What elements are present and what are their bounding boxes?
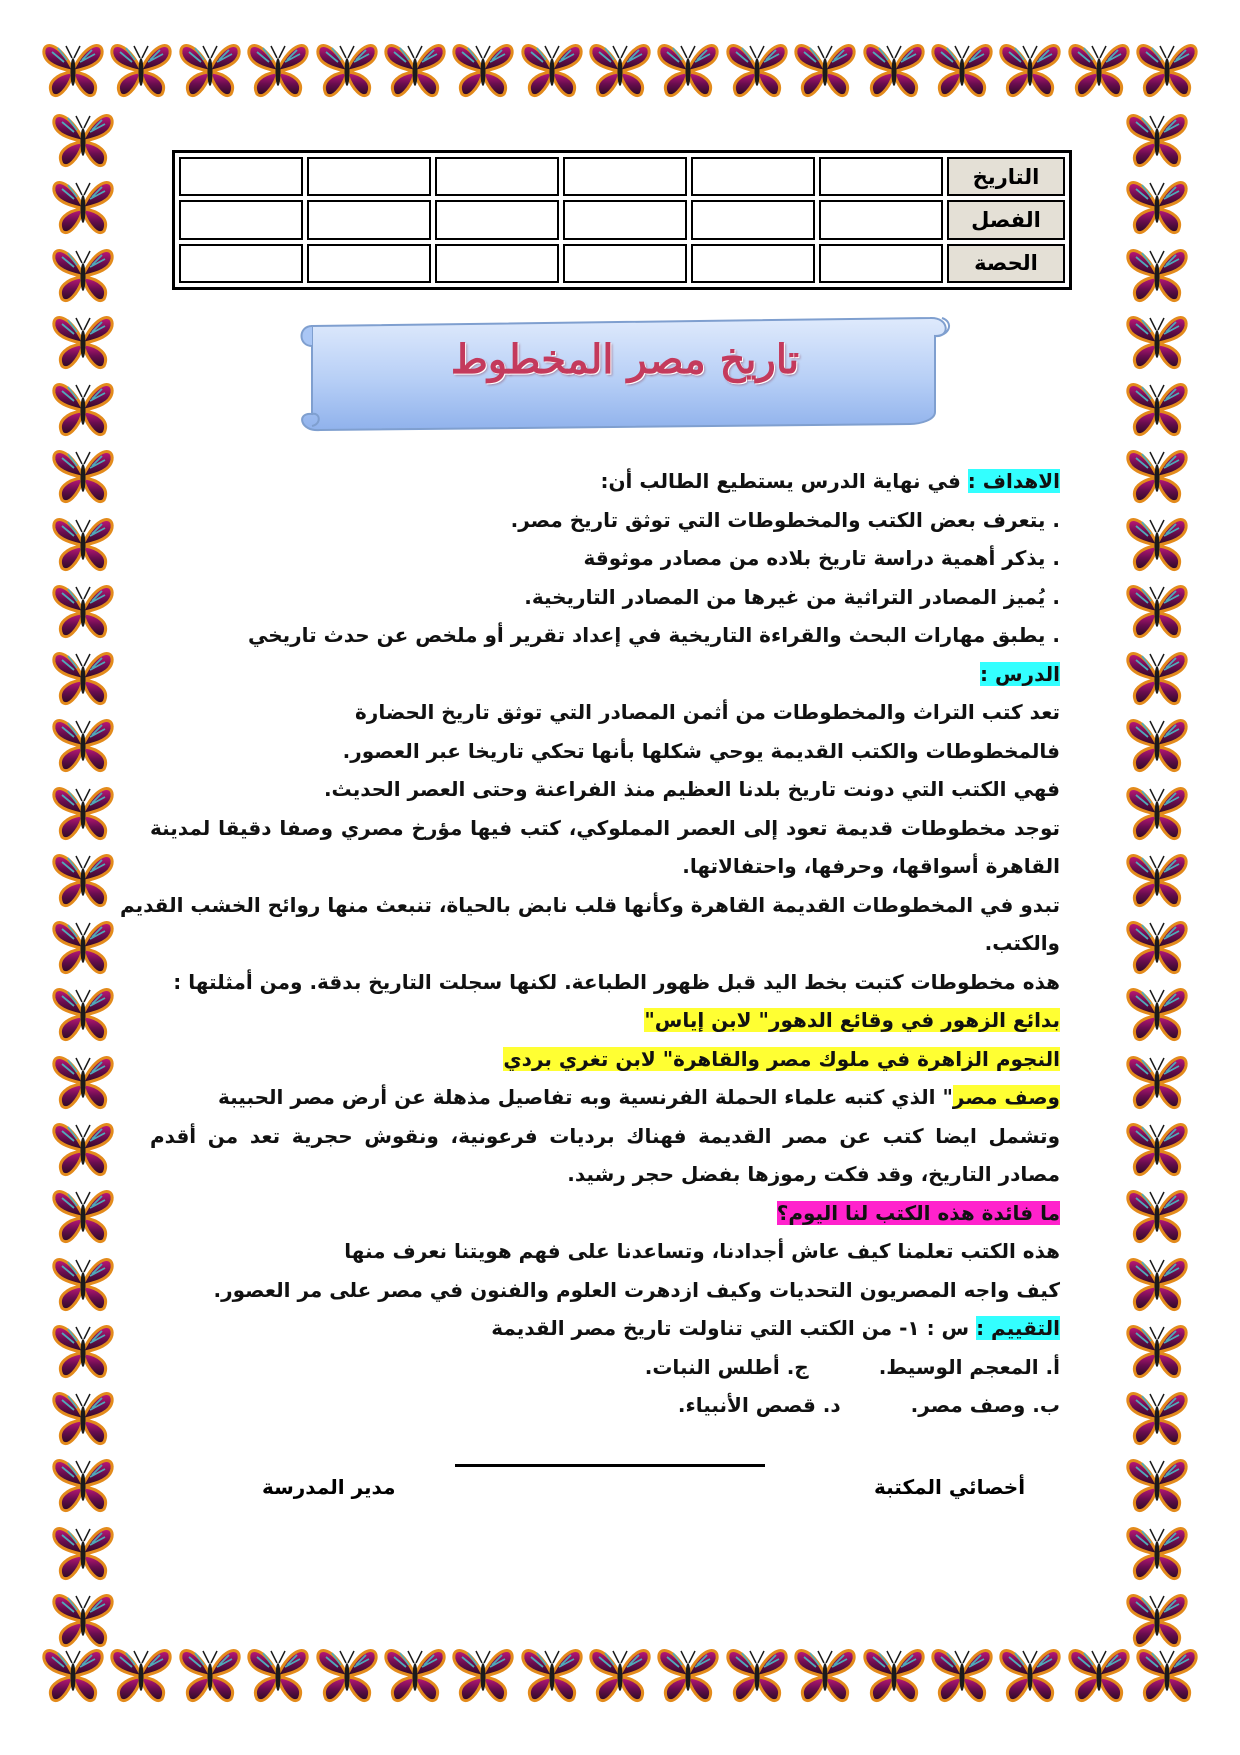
schedule-row	[179, 200, 1065, 239]
butterfly-icon	[50, 1052, 116, 1112]
butterfly-icon	[50, 648, 116, 708]
butterfly-icon	[1124, 850, 1190, 910]
butterfly-icon	[50, 1455, 116, 1515]
question-heading-line	[150, 1194, 1060, 1233]
lesson-text-line: هذه مخطوطات كتبت بخط اليد قبل ظهور الطباعة. لكنها سجلت التاريخ بدقة. ومن أمثلتها :	[173, 969, 1060, 994]
butterfly-icon	[1124, 1186, 1190, 1246]
lesson-label: الدرس :	[980, 661, 1060, 686]
question-label: ما فائدة هذه الكتب لنا اليوم؟	[776, 1200, 1060, 1225]
butterfly-icon	[50, 850, 116, 910]
butterfly-icon	[587, 40, 653, 100]
butterfly-icon	[997, 1645, 1063, 1705]
schedule-cell[interactable]	[435, 244, 559, 283]
option-c[interactable]: ج. أطلس النبات.	[644, 1354, 809, 1379]
assessment-options-row	[150, 1348, 1060, 1387]
schedule-cell[interactable]	[563, 200, 687, 239]
butterfly-icon	[724, 1645, 790, 1705]
example-book-3-description: " الذي كتبه علماء الحملة الفرنسية وبه تفاصيل مذهلة عن أرض مصر الحبيبة	[218, 1085, 953, 1109]
objective-item: . يطبق مهارات البحث والقراءة التاريخية في إعداد تقرير أو ملخص عن حدث تاريخي	[247, 623, 1060, 647]
butterfly-icon	[50, 110, 116, 170]
butterfly-icon	[1124, 245, 1190, 305]
butterfly-icon	[1124, 1052, 1190, 1112]
schedule-row	[179, 157, 1065, 196]
butterfly-icon	[450, 40, 516, 100]
butterfly-icon	[519, 1645, 585, 1705]
schedule-label-date: التاريخ	[947, 157, 1065, 196]
butterfly-icon	[50, 446, 116, 506]
example-line	[150, 1078, 1060, 1117]
butterfly-icon	[861, 40, 927, 100]
butterfly-icon	[587, 1645, 653, 1705]
butterfly-icon	[1124, 379, 1190, 439]
butterfly-icon	[861, 1645, 927, 1705]
schedule-cell[interactable]	[563, 157, 687, 196]
lesson-text-line: مصادر التاريخ، وقد فكت رموزها بفضل حجر رشيد.	[567, 1162, 1060, 1186]
schedule-cell[interactable]	[307, 200, 431, 239]
butterfly-icon	[50, 514, 116, 574]
butterfly-icon	[1124, 1321, 1190, 1381]
butterfly-icon	[50, 1523, 116, 1583]
example-book-3: وصف مصر	[952, 1085, 1060, 1109]
butterfly-icon	[997, 40, 1063, 100]
butterfly-icon	[450, 1645, 516, 1705]
example-line	[150, 1001, 1060, 1040]
butterfly-icon	[50, 379, 116, 439]
objectives-label: الاهداف :	[967, 469, 1060, 493]
answer-line: هذه الكتب تعلمنا كيف عاش أجدادنا، وتساعدنا على فهم هويتنا نعرف منها	[344, 1239, 1060, 1263]
butterfly-icon	[50, 715, 116, 775]
butterfly-icon	[314, 1645, 380, 1705]
butterfly-icon	[382, 40, 448, 100]
schedule-cell[interactable]	[179, 244, 303, 283]
schedule-label-class: الفصل	[947, 200, 1065, 239]
butterfly-icon	[1134, 1645, 1200, 1705]
butterfly-icon	[50, 917, 116, 977]
objectives-intro: في نهاية الدرس يستطيع الطالب أن:	[600, 469, 968, 493]
butterfly-icon	[314, 40, 380, 100]
border-left	[48, 110, 118, 1650]
butterfly-icon	[1124, 177, 1190, 237]
butterfly-icon	[724, 40, 790, 100]
butterfly-icon	[655, 40, 721, 100]
lesson-text-line: وتشمل ايضا كتب عن مصر القديمة فهناك برديات فرعونية، ونقوش حجرية تعد من أقدم	[150, 1123, 1060, 1148]
butterfly-icon	[1124, 917, 1190, 977]
butterfly-icon	[1124, 312, 1190, 372]
schedule-cell[interactable]	[435, 200, 559, 239]
butterfly-icon	[929, 40, 995, 100]
schedule-cell[interactable]	[819, 157, 943, 196]
butterfly-icon	[245, 1645, 311, 1705]
butterfly-icon	[1124, 1388, 1190, 1448]
option-d[interactable]: د. قصص الأنبياء.	[677, 1393, 841, 1417]
butterfly-icon	[1124, 1523, 1190, 1583]
assessment-options-row	[150, 1386, 1060, 1425]
butterfly-icon	[382, 1645, 448, 1705]
example-book-1: بدائع الزهور في وقائع الدهور" لابن إياس"	[644, 1008, 1060, 1032]
butterfly-icon	[50, 245, 116, 305]
butterfly-icon	[50, 984, 116, 1044]
butterfly-icon	[929, 1645, 995, 1705]
example-line	[150, 1040, 1060, 1079]
schedule-cell[interactable]	[179, 157, 303, 196]
butterfly-icon	[50, 1119, 116, 1179]
schedule-cell[interactable]	[435, 157, 559, 196]
lesson-text-line: تبدو في المخطوطات القديمة القاهرة وكأنها قلب نابض بالحياة، تنبعث منها روائح الخشب القديم	[119, 892, 1060, 917]
butterfly-icon	[1124, 581, 1190, 641]
lesson-text-line: القاهرة أسواقها، وحرفها، واحتفالاتها.	[682, 854, 1060, 878]
butterfly-icon	[40, 40, 106, 100]
option-a[interactable]: أ. المعجم الوسيط.	[878, 1354, 1060, 1379]
assessment-label: التقييم :	[976, 1316, 1060, 1340]
butterfly-icon	[792, 1645, 858, 1705]
butterfly-icon	[1124, 446, 1190, 506]
option-b[interactable]: ب. وصف مصر.	[910, 1393, 1060, 1417]
schedule-cell[interactable]	[307, 157, 431, 196]
butterfly-icon	[50, 783, 116, 843]
border-bottom	[40, 1645, 1200, 1715]
butterfly-icon	[50, 1321, 116, 1381]
butterfly-icon	[50, 312, 116, 372]
schedule-row	[179, 244, 1065, 283]
butterfly-icon	[177, 40, 243, 100]
butterfly-icon	[245, 40, 311, 100]
schedule-cell[interactable]	[307, 244, 431, 283]
butterfly-icon	[50, 1590, 116, 1650]
schedule-cell[interactable]	[563, 244, 687, 283]
butterfly-icon	[1124, 984, 1190, 1044]
page-title: تاريخ مصر المخطوط	[450, 336, 800, 383]
schedule-cell[interactable]	[691, 157, 815, 196]
butterfly-icon	[792, 40, 858, 100]
lesson-heading-line	[150, 655, 1060, 694]
butterfly-icon	[108, 1645, 174, 1705]
lesson-text-line: توجد مخطوطات قديمة تعود إلى العصر المملوكي، كتب فيها مؤرخ مصري وصفا دقيقا لمدينة	[150, 815, 1060, 840]
schedule-cell[interactable]	[179, 200, 303, 239]
lesson-text-line: فهي الكتب التي دونت تاريخ بلدنا العظيم منذ الفراعنة وحتى العصر الحديث.	[323, 777, 1060, 801]
objective-item: . يذكر أهمية دراسة تاريخ بلاده من مصادر موثوقة	[583, 546, 1060, 570]
librarian-signature-label: أخصائي المكتبة	[874, 1475, 1026, 1499]
objectives-heading-line	[150, 462, 1060, 501]
butterfly-icon	[1066, 1645, 1132, 1705]
assessment-question: س : ١- من الكتب التي تناولت تاريخ مصر القديمة	[491, 1316, 977, 1340]
butterfly-icon	[1134, 40, 1200, 100]
butterfly-icon	[1124, 783, 1190, 843]
schedule-cell[interactable]	[691, 200, 815, 239]
border-right	[1122, 110, 1192, 1650]
schedule-cell[interactable]	[819, 244, 943, 283]
schedule-label-period: الحصة	[947, 244, 1065, 283]
butterfly-icon	[1124, 1119, 1190, 1179]
objective-item: . يُميز المصادر التراثية من غيرها من المصادر التاريخية.	[524, 584, 1060, 609]
butterfly-icon	[1124, 1254, 1190, 1314]
schedule-cell[interactable]	[819, 200, 943, 239]
butterfly-icon	[50, 177, 116, 237]
butterfly-icon	[519, 40, 585, 100]
signature-divider	[455, 1464, 765, 1467]
assessment-heading-line	[150, 1309, 1060, 1348]
example-book-2: النجوم الزاهرة في ملوك مصر والقاهرة" لابن تغري بردي	[503, 1046, 1060, 1071]
objective-item: . يتعرف بعض الكتب والمخطوطات التي توثق تاريخ مصر.	[510, 507, 1060, 532]
butterfly-icon	[1124, 110, 1190, 170]
butterfly-icon	[50, 1254, 116, 1314]
butterfly-icon	[655, 1645, 721, 1705]
butterfly-icon	[1124, 715, 1190, 775]
border-top	[40, 40, 1200, 110]
butterfly-icon	[108, 40, 174, 100]
butterfly-icon	[40, 1645, 106, 1705]
butterfly-icon	[1124, 648, 1190, 708]
lesson-text-line: والكتب.	[984, 931, 1060, 955]
butterfly-icon	[50, 1388, 116, 1448]
lesson-text-line: تعد كتب التراث والمخطوطات من أثمن المصادر التي توثق تاريخ الحضارة	[355, 700, 1060, 724]
butterfly-icon	[1124, 1590, 1190, 1650]
butterfly-icon	[1066, 40, 1132, 100]
answer-line: كيف واجه المصريون التحديات وكيف ازدهرت العلوم والفنون في مصر على مر العصور.	[213, 1277, 1060, 1302]
principal-signature-label: مدير المدرسة	[262, 1475, 396, 1499]
butterfly-icon	[1124, 1455, 1190, 1515]
schedule-table	[172, 150, 1072, 290]
butterfly-icon	[177, 1645, 243, 1705]
butterfly-icon	[50, 581, 116, 641]
butterfly-icon	[50, 1186, 116, 1246]
butterfly-icon	[1124, 514, 1190, 574]
lesson-content	[119, 462, 1060, 1425]
schedule-cell[interactable]	[691, 244, 815, 283]
lesson-text-line: فالمخطوطات والكتب القديمة يوحي شكلها بأنها تحكي تاريخا عبر العصور.	[342, 738, 1060, 763]
